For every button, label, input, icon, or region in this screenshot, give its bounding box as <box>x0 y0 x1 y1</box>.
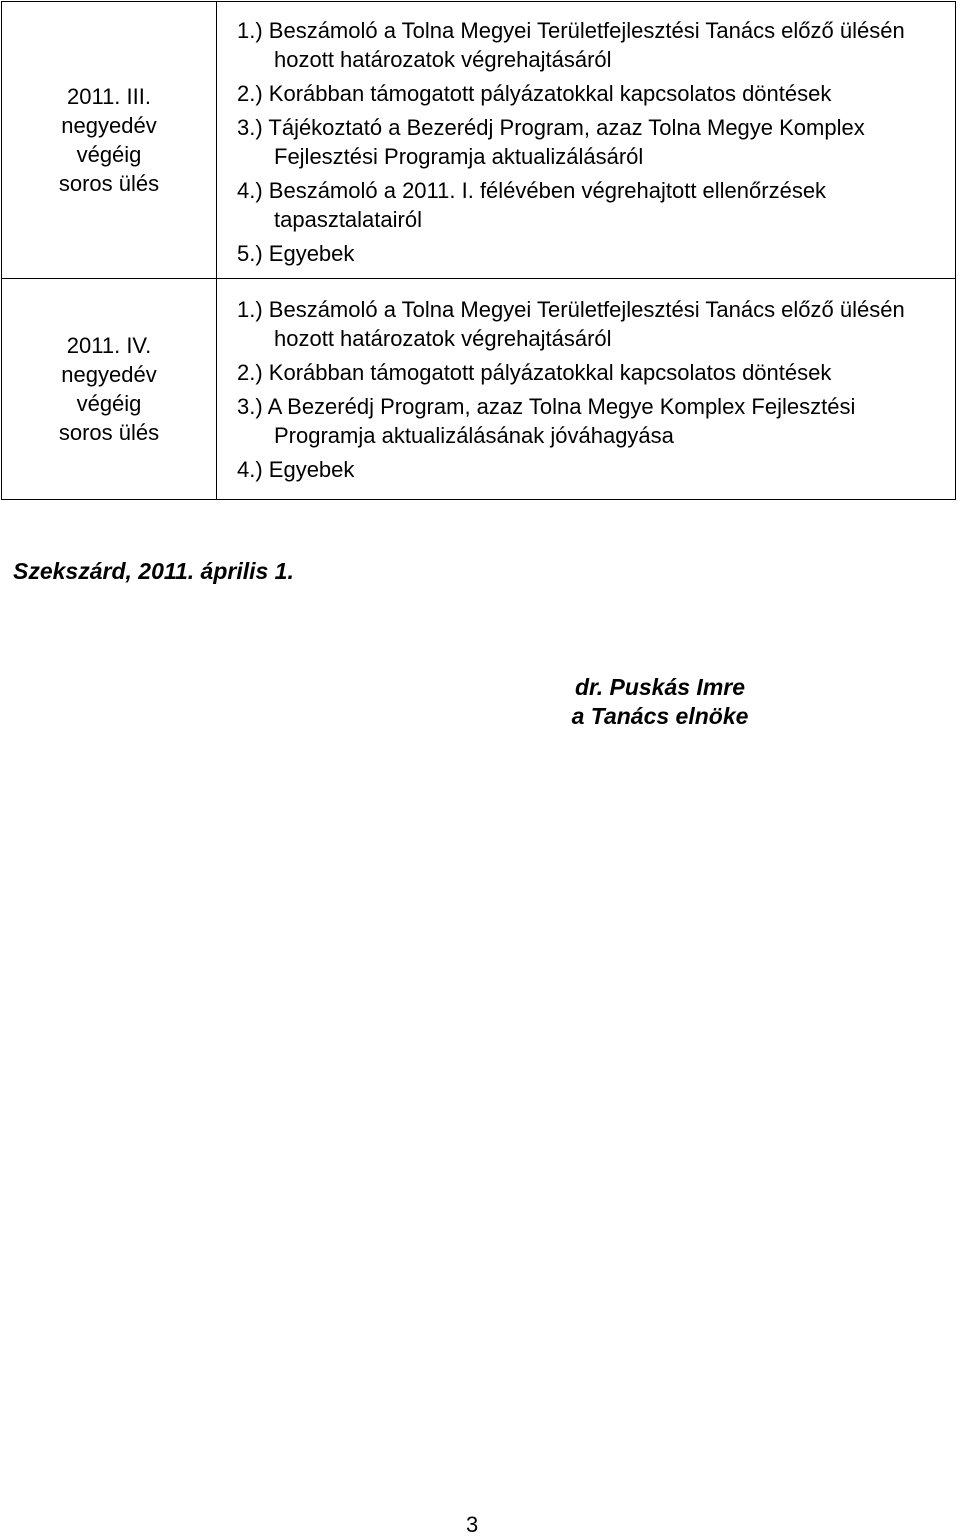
agenda-item: 4.) Egyebek <box>237 456 355 482</box>
period-line: negyedév <box>61 362 157 387</box>
period-line: végéig <box>76 142 142 167</box>
agenda-item: 3.) Tájékoztató a Bezerédj Program, azaz Tolna Megye Komplex Fejlesztési Programja aktualizálásáról <box>237 114 865 169</box>
page-number: 3 <box>466 1512 479 1537</box>
agenda-cell <box>217 2 956 279</box>
agenda-item: 1.) Beszámoló a Tolna Megyei Területfejlesztési Tanács előző ülésén hozott határozatok végrehajtásáról <box>237 17 905 72</box>
period-line: 2011. IV. <box>66 333 152 358</box>
agenda-item: 4.) Beszámoló a 2011. I. félévében végrehajtott ellenőrzések tapasztalatairól <box>237 177 827 232</box>
signatory-title: a Tanács elnöke <box>571 703 749 729</box>
table-row <box>2 2 956 279</box>
period-cell <box>2 279 217 500</box>
agenda-item: 2.) Korábban támogatott pályázatokkal kapcsolatos döntések <box>237 359 832 385</box>
agenda-item: 1.) Beszámoló a Tolna Megyei Területfejlesztési Tanács előző ülésén hozott határozatok végrehajtásáról <box>237 296 905 351</box>
signatory-name: dr. Puskás Imre <box>574 674 746 700</box>
agenda-list <box>217 295 955 484</box>
agenda-item: 5.) Egyebek <box>237 240 355 266</box>
table-row <box>2 279 956 500</box>
period-line: negyedév <box>61 113 157 138</box>
agenda-item: 2.) Korábban támogatott pályázatokkal kapcsolatos döntések <box>237 80 832 106</box>
agenda-cell <box>217 279 956 500</box>
agenda-item: 3.) A Bezerédj Program, azaz Tolna Megye Komplex Fejlesztési Programja aktualizálásának jóváhagyása <box>237 393 856 448</box>
period-line: soros ülés <box>58 171 160 196</box>
period-line: soros ülés <box>58 420 160 445</box>
period-cell <box>2 2 217 279</box>
meeting-schedule-table <box>1 1 956 500</box>
period-line: 2011. III. <box>67 84 151 109</box>
agenda-list <box>217 13 955 268</box>
signature-block <box>540 673 780 731</box>
period-line: végéig <box>76 391 142 416</box>
place-date: Szekszárd, 2011. április 1. <box>13 558 294 584</box>
